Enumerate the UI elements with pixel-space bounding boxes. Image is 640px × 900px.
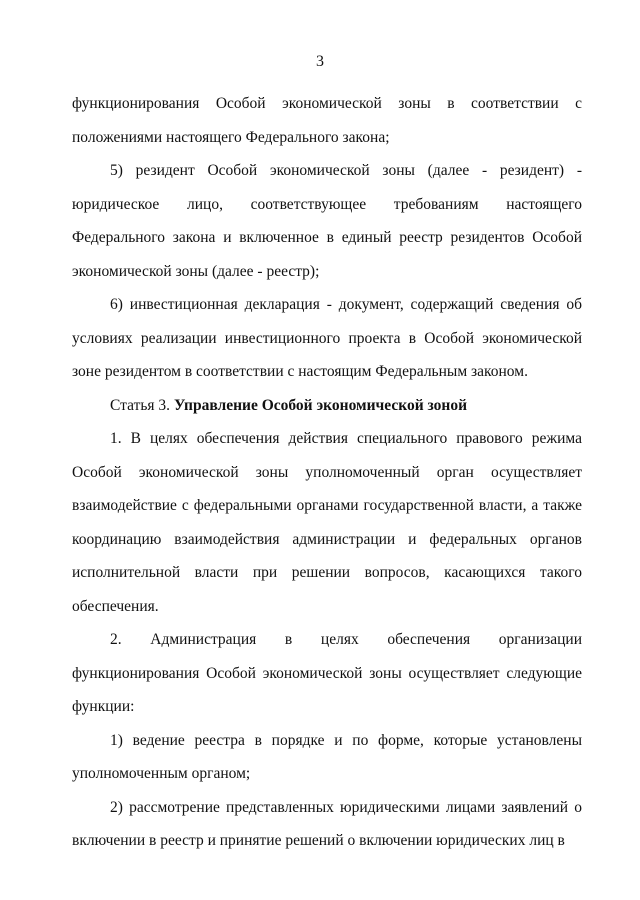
paragraph-function-2: 2) рассмотрение представленных юридическими лицами заявлений о включении в реестр и принятие решений о включении юридических лиц в [72,798,582,849]
document-body [72,87,582,858]
paragraph-item-6-investment-declaration: 6) инвестиционная декларация - документ, содержащий сведения об условиях реализации инвестиционного проекта в Особой экономической зоне резидентом в соответствии с настоящим Федеральным законом. [72,296,582,380]
paragraph-article-3-point-1: 1. В целях обеспечения действия специального правового режима Особой экономической зоны уполномоченный орган осуществляет взаимодействие с федеральными органами государственной власти, а также координацию взаимодействия администрации и федеральных органов исполнительной власти при решении вопросов, касающихся такого обеспечения. [72,430,582,615]
article-heading [72,389,582,423]
article-label: Статья 3. [110,396,174,414]
paragraph-continuation: функционирования Особой экономической зоны в соответствии с положениями настоящего Федерального закона; [72,95,582,146]
paragraph-article-3-point-2: 2. Администрация в целях обеспечения организации функционирования Особой экономической зоны осуществляет следующие функции: [72,631,582,715]
paragraph-item-5-resident: 5) резидент Особой экономической зоны (далее - резидент) - юридическое лицо, соответствующее требованиям настоящего Федерального закона и включенное в единый реестр резидентов Особой экономической зоны (далее - реестр); [72,162,582,280]
page-number: 3 [316,53,324,70]
article-title: Управление Особой экономической зоной [173,396,468,414]
paragraph-function-1: 1) ведение реестра в порядке и по форме, которые установлены уполномоченным органом; [72,731,582,782]
